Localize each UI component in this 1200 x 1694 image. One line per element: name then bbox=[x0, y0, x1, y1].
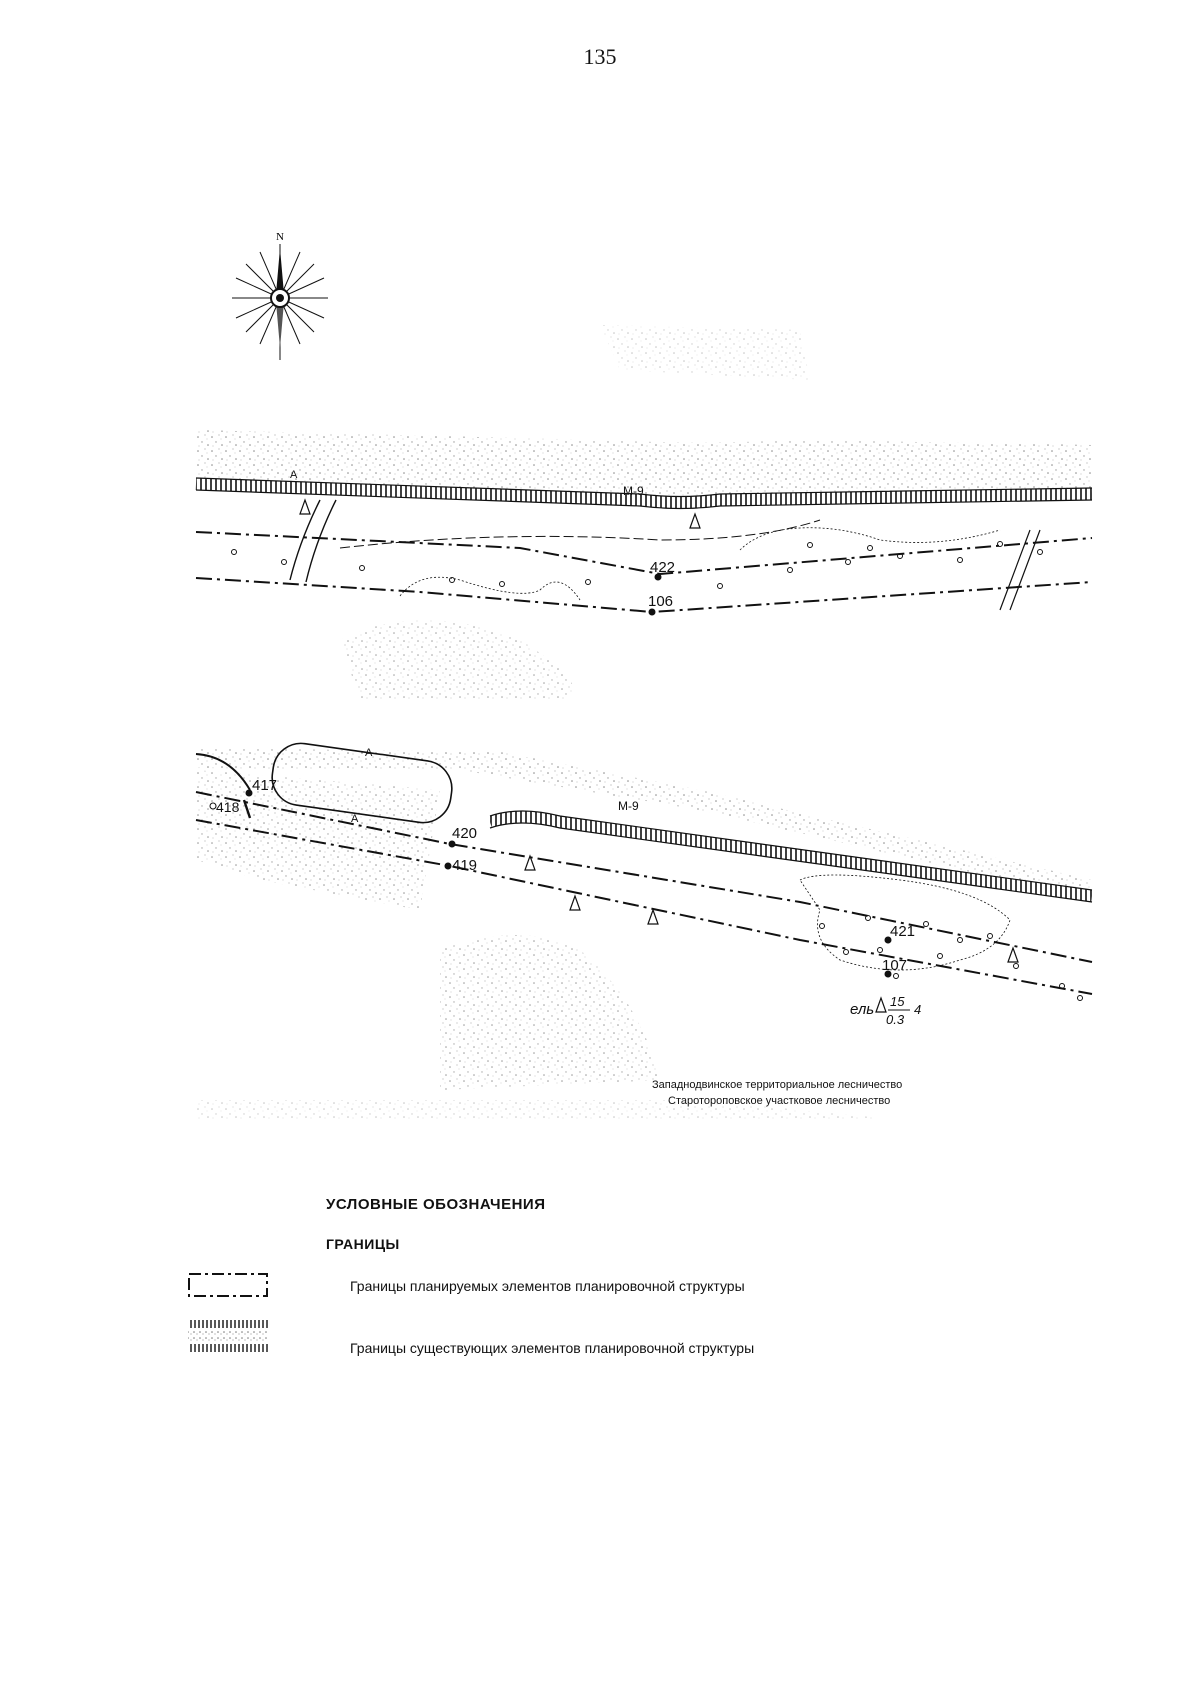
legend-item-existing-label: Границы существующих элементов планировочной структуры bbox=[350, 1340, 755, 1356]
road-m9-label-1: M-9 bbox=[623, 484, 644, 498]
legend-subtitle: ГРАНИЦЫ bbox=[326, 1236, 400, 1252]
forest-area-left bbox=[196, 770, 440, 910]
forestry-line-2: Старотороповское участковое лесничество bbox=[668, 1095, 891, 1107]
page-number: 135 bbox=[583, 44, 617, 69]
tree-suffix: 4 bbox=[914, 1002, 922, 1017]
point-419-marker bbox=[445, 863, 452, 870]
point-422-label: 422 bbox=[650, 559, 676, 576]
dash-dot-boundary-icon bbox=[186, 1268, 270, 1304]
hatched-boundary-icon bbox=[186, 1318, 270, 1354]
planned-boundary-north bbox=[196, 532, 1092, 574]
legend-title: УСЛОВНЫЕ ОБОЗНАЧЕНИЯ bbox=[326, 1196, 546, 1213]
forest-area-lower bbox=[440, 935, 660, 1090]
tree-icon bbox=[876, 998, 886, 1012]
side-road bbox=[290, 500, 320, 580]
planned-boundary-south bbox=[196, 578, 1092, 612]
compass-north-label: N bbox=[276, 231, 284, 243]
forest-area-middle bbox=[600, 325, 810, 380]
legend-item-planned bbox=[186, 1268, 1086, 1308]
point-421-label: 421 bbox=[890, 923, 916, 940]
tree-numerator: 15 bbox=[890, 994, 905, 1009]
zone-a-label-2a: A bbox=[365, 747, 373, 759]
zone-a-label-2b: A bbox=[351, 813, 359, 825]
point-417-label: 417 bbox=[252, 777, 278, 794]
point-418-label: 418 bbox=[216, 799, 240, 815]
forestry-line-1: Западнодвинское территориальное лесничество bbox=[652, 1079, 903, 1091]
road-m9-label-2: M-9 bbox=[618, 799, 639, 813]
map-segment-1 bbox=[196, 325, 1092, 700]
zone-a-label-1: A bbox=[290, 469, 298, 481]
legend-item-planned-label: Границы планируемых элементов планировочной структуры bbox=[350, 1278, 745, 1294]
legend-item-existing bbox=[186, 1318, 1086, 1358]
map-segment-2 bbox=[196, 740, 1092, 1120]
tree-denominator: 0.3 bbox=[886, 1012, 905, 1027]
tree-annotation bbox=[850, 994, 921, 1027]
point-107-label: 107 bbox=[882, 957, 908, 974]
tree-species-label: ель bbox=[850, 1001, 875, 1018]
forest-area-bottom bbox=[340, 620, 573, 700]
point-106-label: 106 bbox=[648, 593, 674, 610]
point-420-label: 420 bbox=[452, 825, 478, 842]
point-419-label: 419 bbox=[452, 857, 478, 874]
